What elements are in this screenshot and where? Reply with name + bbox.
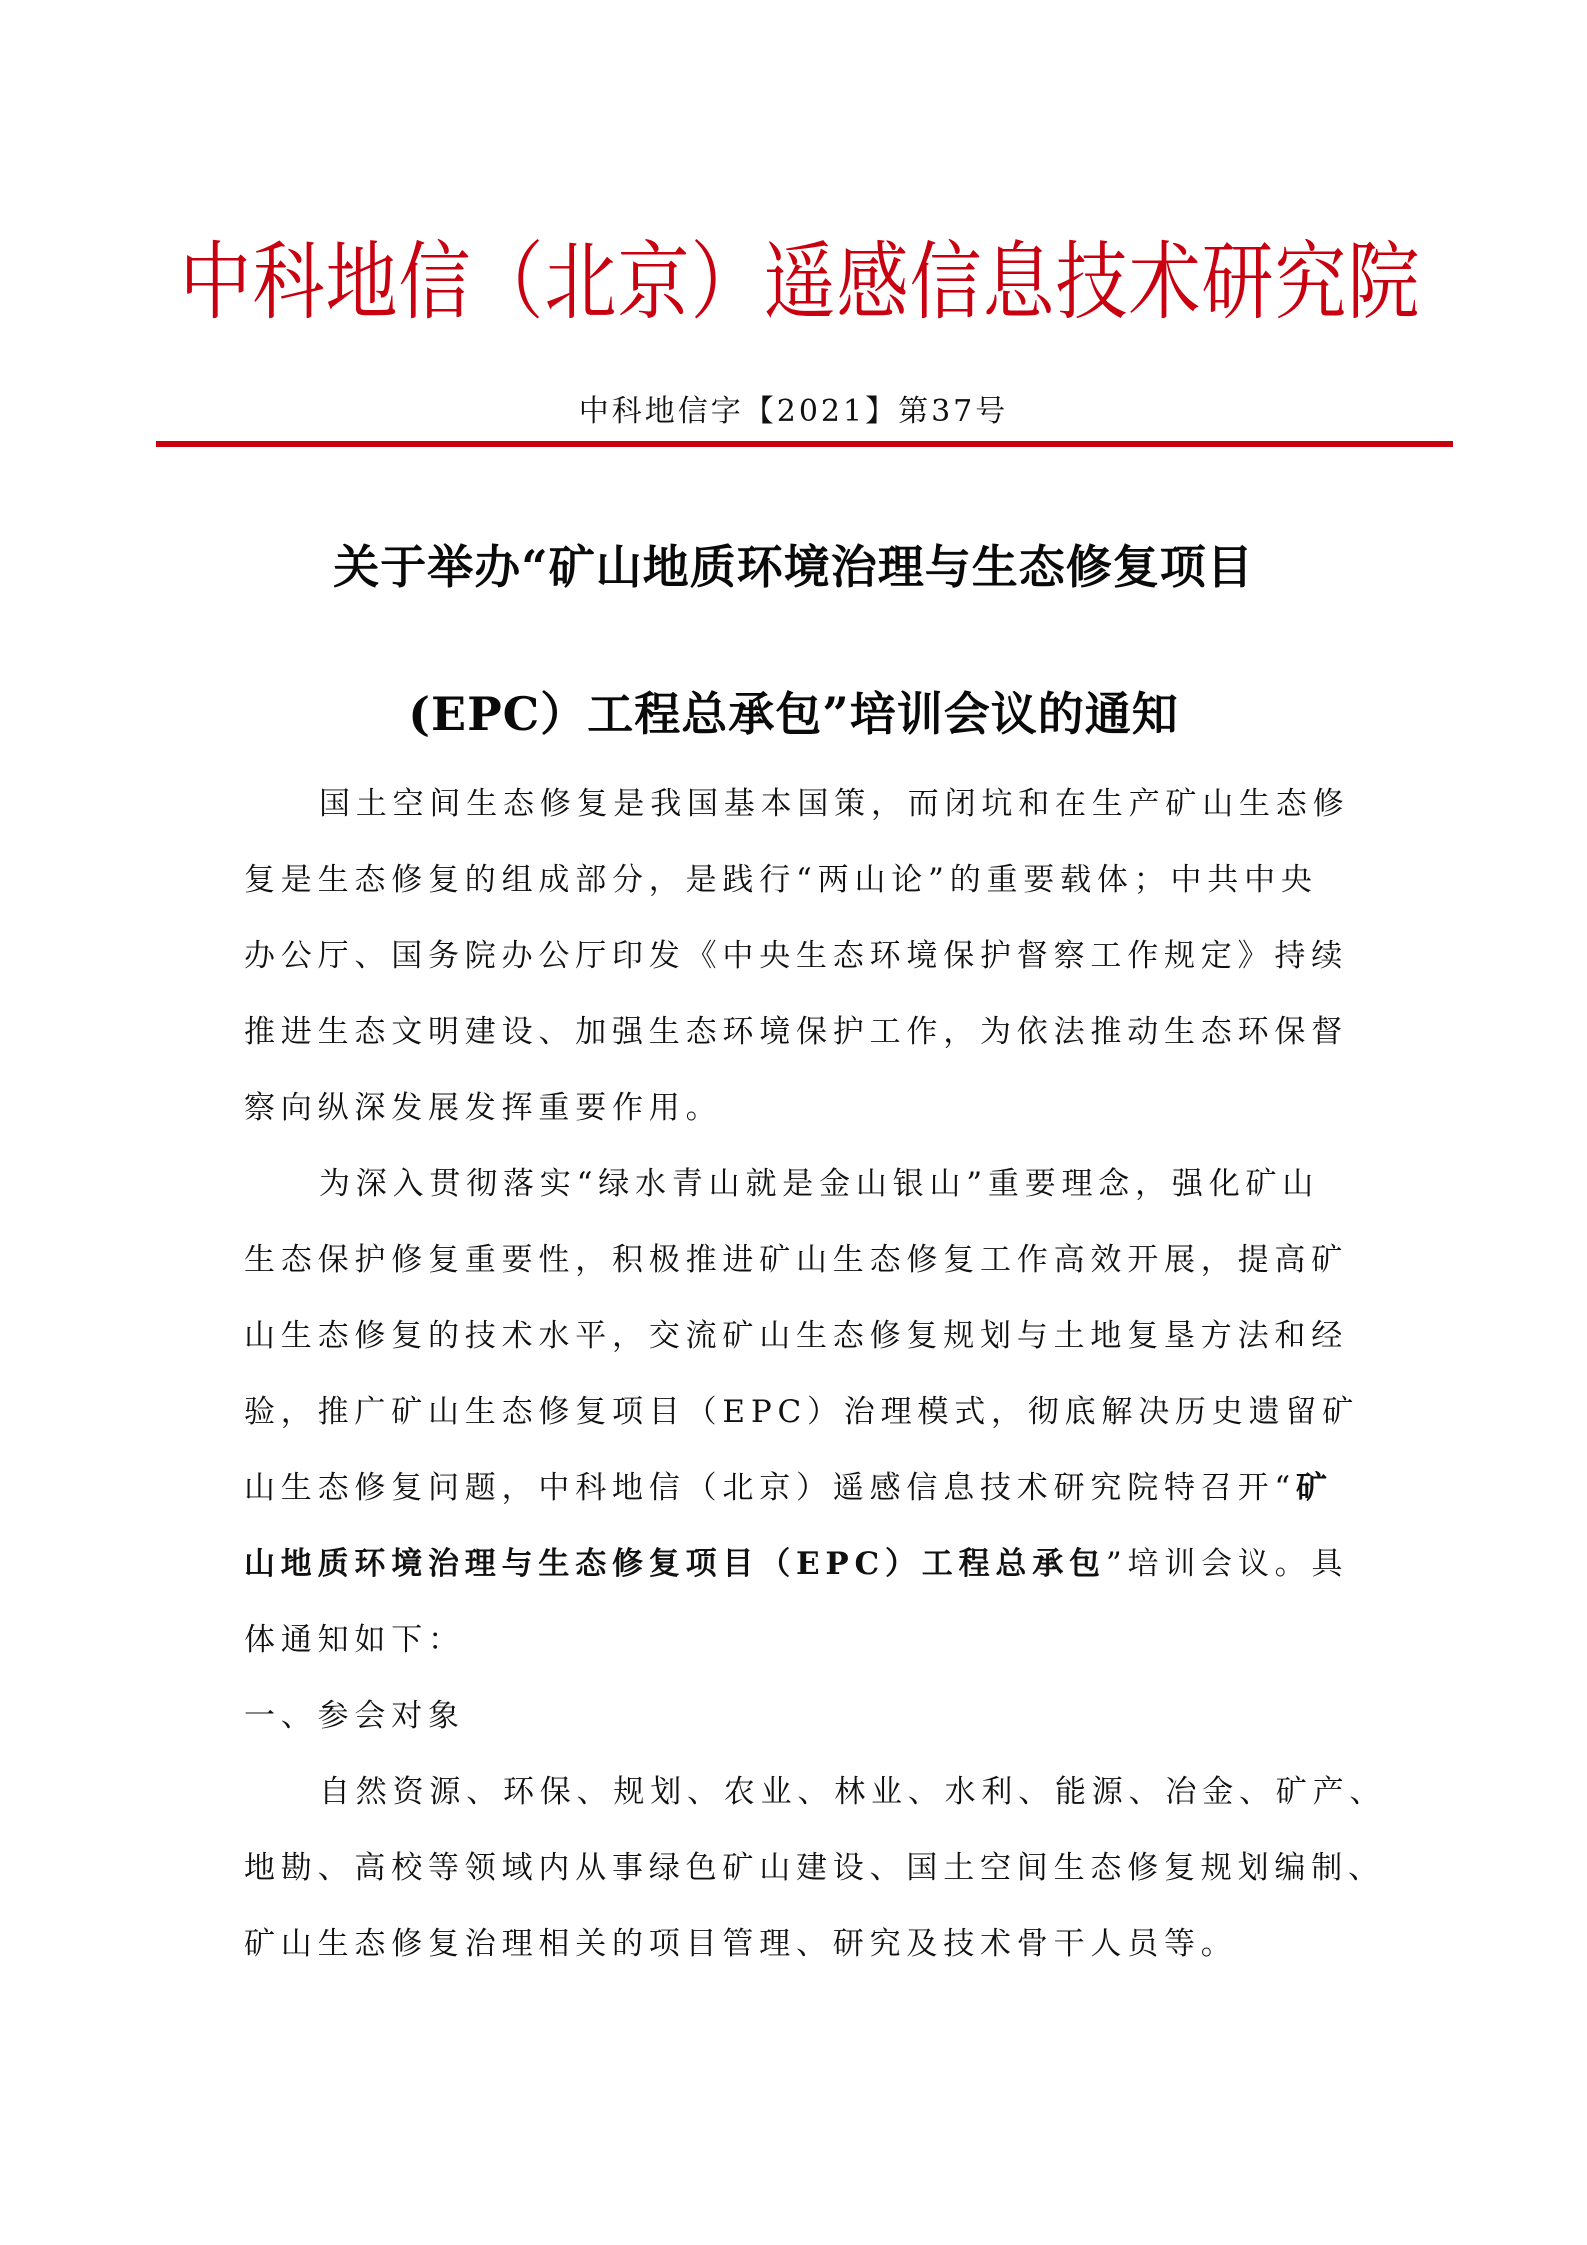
paragraph-2-line: 体通知如下：	[244, 1622, 465, 1658]
notice-title-line-1: 关于举办“矿山地质环境治理与生态修复项目	[333, 540, 1254, 594]
section-1-line: 自然资源、环保、规划、农业、林业、水利、能源、冶金、矿产、	[319, 1774, 1387, 1810]
section-heading-attendees: 一、参会对象	[244, 1698, 465, 1734]
paragraph-2-line: 山生态修复的技术水平，交流矿山生态修复规划与土地复垦方法和经	[244, 1318, 1348, 1354]
notice-body	[244, 778, 1387, 1994]
red-divider-rule	[156, 441, 1453, 447]
paragraph-2-line	[244, 1538, 1364, 1614]
paragraph-2-line: 验，推广矿山生态修复项目（EPC）治理模式，彻底解决历史遗留矿	[244, 1394, 1360, 1430]
section-1-line: 地勘、高校等领域内从事绿色矿山建设、国土空间生态修复规划编制、	[244, 1850, 1385, 1886]
paragraph-2-text: 山生态修复问题，中科地信（北京）遥感信息技术研究院特召开“	[244, 1470, 1297, 1506]
masthead-org-name: 中科地信（北京）遥感信息技术研究院	[179, 232, 1421, 332]
paragraph-2-text: ”培训会议。具	[1105, 1546, 1349, 1582]
paragraph-1-line: 推进生态文明建设、加强生态环境保护工作，为依法推动生态环保督	[244, 1014, 1348, 1050]
section-1-line: 矿山生态修复治理相关的项目管理、研究及技术骨干人员等。	[244, 1926, 1238, 1962]
paragraph-1-line: 复是生态修复的组成部分，是践行“两山论”的重要载体；中共中央	[244, 862, 1318, 898]
conference-name-bold: 矿	[1296, 1470, 1333, 1506]
conference-name-bold: 山地质环境治理与生态修复项目（EPC）工程总承包	[244, 1546, 1106, 1582]
paragraph-2-line	[244, 1462, 1364, 1538]
paragraph-1-line: 察向纵深发展发挥重要作用。	[244, 1090, 723, 1126]
paragraph-1-line: 办公厅、国务院办公厅印发《中央生态环境保护督察工作规定》持续	[244, 938, 1348, 974]
paragraph-2-line: 生态保护修复重要性，积极推进矿山生态修复工作高效开展，提高矿	[244, 1242, 1348, 1278]
paragraph-1-line: 国土空间生态修复是我国基本国策，而闭坑和在生产矿山生态修	[319, 786, 1350, 822]
paragraph-2-line: 为深入贯彻落实“绿水青山就是金山银山”重要理念，强化矿山	[319, 1166, 1320, 1202]
notice-title-line-2: (EPC）工程总承包”培训会议的通知	[408, 687, 1179, 741]
document-number: 中科地信字【2021】第37号	[578, 394, 1009, 429]
